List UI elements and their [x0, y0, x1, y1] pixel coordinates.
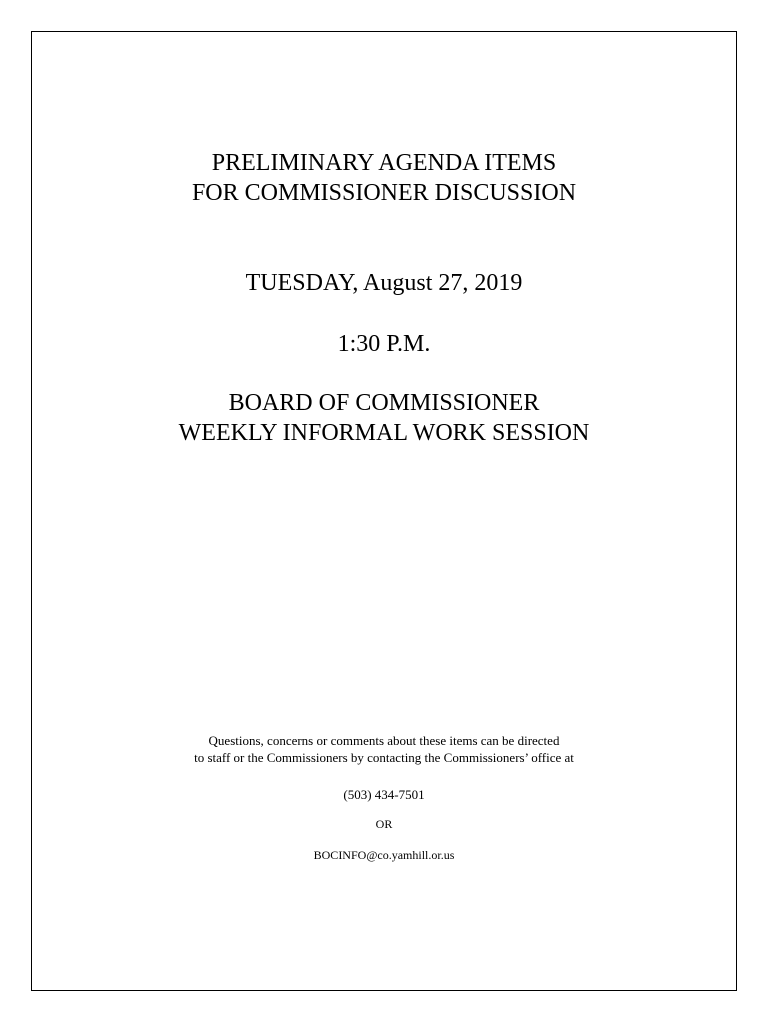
title-line-1: PRELIMINARY AGENDA ITEMS: [211, 150, 557, 176]
contact-email: BOCINFO@co.yamhill.or.us: [313, 848, 455, 862]
title-line-2: FOR COMMISSIONER DISCUSSION: [191, 180, 577, 206]
contact-phone: (503) 434-7501: [343, 787, 425, 802]
session-title-line-2: WEEKLY INFORMAL WORK SESSION: [178, 420, 590, 446]
session-title-line-1: BOARD OF COMMISSIONER: [228, 390, 540, 416]
meeting-time: 1:30 P.M.: [337, 331, 431, 357]
contact-text-line-2: to staff or the Commissioners by contacting the Commissioners’ office at: [194, 750, 574, 765]
or-separator: OR: [375, 817, 393, 831]
meeting-date: TUESDAY, August 27, 2019: [245, 270, 523, 296]
contact-text-line-1: Questions, concerns or comments about these items can be directed: [208, 733, 560, 748]
